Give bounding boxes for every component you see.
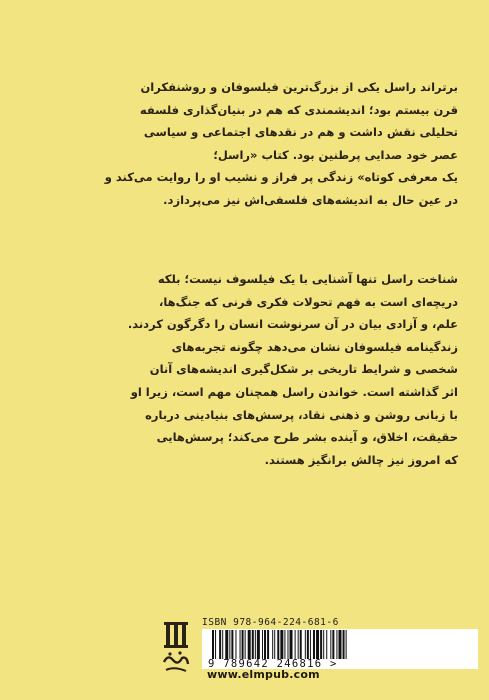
- barcode-number: 9 789642 246816 >: [208, 659, 472, 669]
- barcode-bars-icon: [212, 630, 468, 660]
- text-line: با زبانی روشن و ذهنی نقاد، پرسش‌های بنیادینی درباره: [145, 407, 458, 422]
- isbn-label: ISBN 978-964-224-681-6: [202, 617, 339, 628]
- text-line: زندگینامه فیلسوفان نشان می‌دهد چگونه تجربه‌های: [171, 339, 458, 354]
- text-line: دریچه‌ای است به فهم تحولات فکری قرنی که جنگ‌ها،: [158, 294, 458, 309]
- text-line: اثر گذاشته است. خواندن راسل همچنان مهم است، زیرا او: [130, 384, 458, 399]
- text-line: عصر خود صدایی پرطنین بود. کتاب «راسل؛: [213, 147, 458, 162]
- text-line: حقیقت، اخلاق، و آینده بشر طرح می‌کند؛ پرسش‌هایی: [156, 430, 458, 445]
- text-line: در عین حال به اندیشه‌های فلسفی‌اش نیز می‌پردازد.: [163, 192, 458, 207]
- barcode-box: [202, 629, 478, 669]
- paragraph-1: [34, 76, 458, 212]
- text-line: برتراند راسل یکی از بزرگ‌ترین فیلسوفان و روشنفکران: [140, 80, 458, 94]
- publisher-website: www.elmpub.com: [207, 668, 320, 681]
- text-line: یک معرفی کوتاه» زندگی پر فراز و نشیب او را روایت می‌کند و: [104, 170, 458, 185]
- publisher-logo-icon: [160, 618, 192, 678]
- text-line: شناخت راسل تنها آشنایی با یک فیلسوف نیست؛ بلکه: [157, 272, 458, 286]
- text-line: که امروز نیز چالش برانگیز هستند.: [264, 452, 458, 467]
- text-line: شخصی و شرایط تاریخی بر شکل‌گیری اندیشه‌های آنان: [149, 362, 458, 377]
- text-line: قرن بیستم بود؛ اندیشمندی که هم در بنیان‌گذاری فلسفه: [139, 102, 458, 117]
- paragraph-2: [34, 268, 458, 471]
- text-line: تحلیلی نقش داشت و هم در نقدهای اجتماعی و سیاسی: [143, 125, 458, 140]
- text-line: علم، و آزادی بیان در آن سرنوشت انسان را دگرگون کردند.: [127, 317, 458, 332]
